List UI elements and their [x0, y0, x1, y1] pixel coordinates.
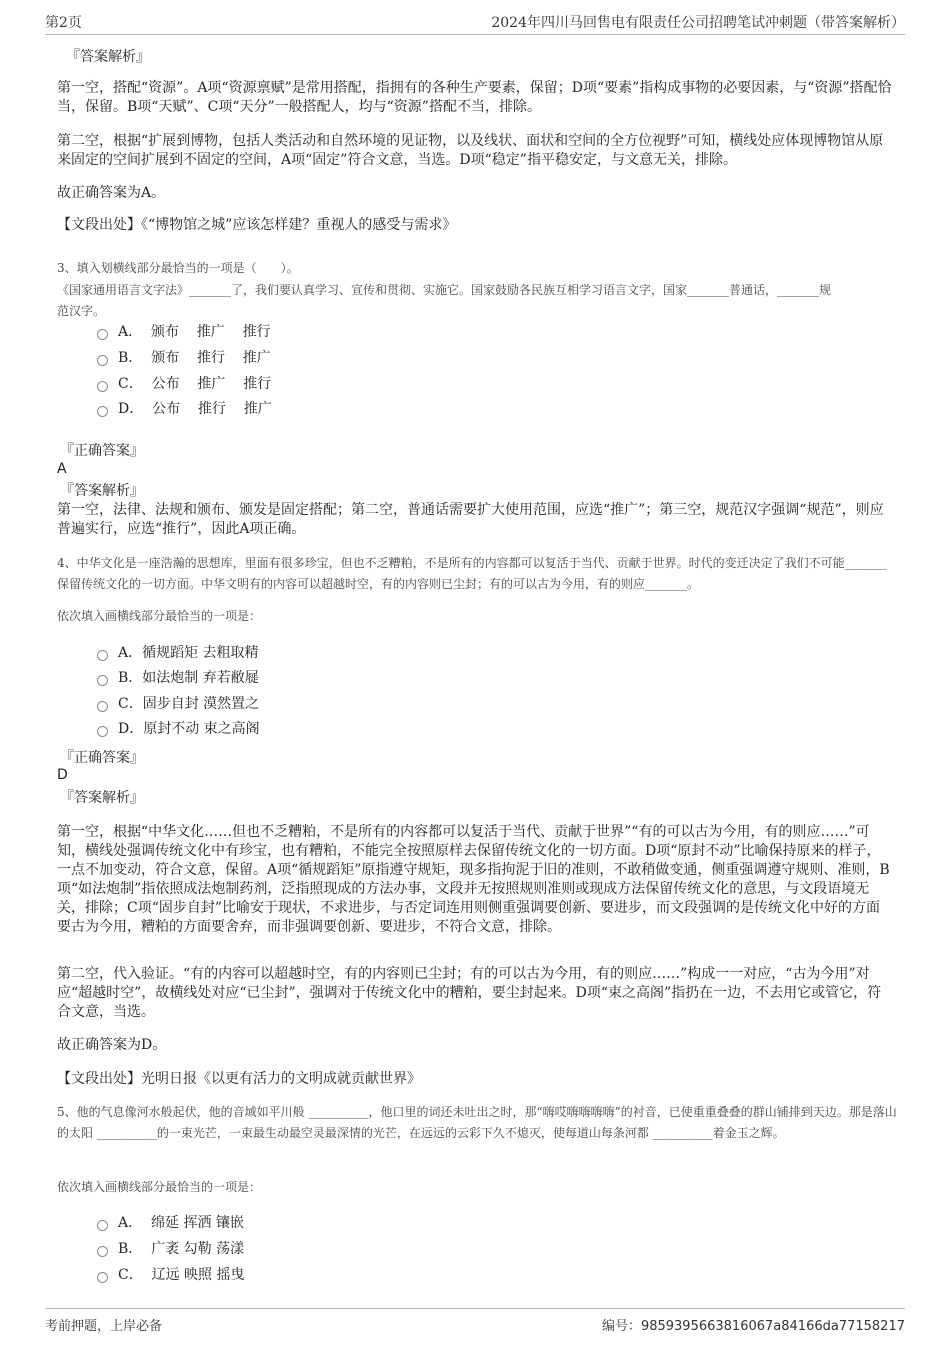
option-label: B． 广袤 勾勒 荡漾: [118, 1241, 245, 1257]
question-stem: 4、中华文化是一座浩瀚的思想库，里面有很多珍宝，但也不乏糟粕，不是所有的内容都可以复活于当代、贡献于世界。时代的变迁决定了我们不可能_______保留传统文化的一切方面。中华文明有的内容可以超越时空，有的内容则已尘封；有的可以古为今用，有的则应_______。: [57, 556, 887, 591]
question-stem: 3、填入划横线部分最恰当的一项是（ ）。: [57, 261, 299, 275]
analysis-conclusion: 故正确答案为D。: [57, 1037, 167, 1053]
correct-answer-label: 『正确答案』: [60, 750, 144, 766]
option-b[interactable]: [97, 668, 259, 688]
correct-answer: A: [57, 461, 67, 477]
radio-button-icon[interactable]: [97, 406, 108, 417]
analysis-label: 『答案解析』: [66, 49, 150, 65]
document-serial: [602, 1315, 905, 1334]
option-c[interactable]: [97, 374, 271, 394]
radio-button-icon[interactable]: [97, 650, 108, 661]
serial-label: 编号：: [601, 1319, 641, 1334]
analysis-label: 『答案解析』: [60, 483, 144, 499]
radio-button-icon[interactable]: [97, 701, 108, 712]
radio-button-icon[interactable]: [97, 329, 108, 340]
radio-button-icon[interactable]: [97, 1272, 108, 1283]
document-title: 2024年四川马回售电有限责任公司招聘笔试冲刺题（带答案解析）: [491, 15, 905, 31]
correct-answer: D: [57, 767, 68, 783]
radio-button-icon[interactable]: [97, 675, 108, 686]
option-d[interactable]: [97, 719, 260, 739]
question-text: 《国家通用语言文字法》_______了，我们要认真学习、宣传和贯彻、实施它。国家鼓励各民族互相学习语言文字，国家_______普通话，_______规范汉字。: [57, 283, 832, 318]
option-label: D． 公布 推行 推广: [118, 401, 272, 417]
question-prompt: 依次填入画横线部分最恰当的一项是：: [57, 1180, 262, 1194]
radio-button-icon[interactable]: [97, 726, 108, 737]
option-label: C． 辽远 映照 摇曳: [118, 1267, 245, 1283]
footer-slogan: 考前押题，上岸必备: [45, 1319, 163, 1334]
option-b[interactable]: [97, 1239, 244, 1259]
option-label: C． 公布 推广 推行: [118, 376, 272, 392]
option-label: B．如法炮制 弃若敝屣: [118, 670, 259, 686]
question-stem: 5、他的气息像河水般起伏，他的音域如平川般 __________，他口里的词还未吐出之时，那“嗨哎嗨嗨嗨嗨”的衬音，已使重重叠叠的群山铺排到天边。那是落山的太阳 __________的一束光芒，一束最生动最空灵最深情的光芒，在远远的云彩下久不熄灭，使每道山每条河都 __________着金玉之辉。: [57, 1105, 897, 1140]
option-a[interactable]: [97, 1213, 244, 1233]
correct-answer-label: 『正确答案』: [60, 443, 144, 459]
question-prompt: 依次填入画横线部分最恰当的一项是：: [57, 609, 262, 623]
option-label: D．原封不动 束之高阁: [118, 721, 260, 737]
analysis-paragraph: 第一空，搭配“资源”。A项“资源禀赋”是常用搭配，指拥有的各种生产要素，保留；D项“要素”指构成事物的必要因素，与“资源”搭配恰当，保留。B项“天赋”、C项“天分”一般搭配人，均与“资源”搭配不当，排除。: [57, 80, 892, 115]
page-number: 第2页: [45, 15, 82, 31]
analysis-conclusion: 故正确答案为A。: [57, 185, 166, 201]
option-label: B． 颁布 推行 推广: [118, 350, 271, 366]
option-a[interactable]: [97, 322, 271, 342]
radio-button-icon[interactable]: [97, 381, 108, 392]
radio-button-icon[interactable]: [97, 1246, 108, 1257]
page-footer: [45, 1308, 905, 1335]
source-citation: 【文段出处】光明日报《以更有活力的文明成就贡献世界》: [57, 1071, 421, 1087]
analysis-paragraph: 第二空，代入验证。“有的内容可以超越时空，有的内容则已尘封；有的可以古为今用，有的则应……”构成一一对应，“古为今用”对应“超越时空”，故横线处对应“已尘封”，强调对于传统文化中的糟粕，要尘封起来。D项“束之高阁”指扔在一边，不去用它或管它，符合文意，当选。: [57, 966, 882, 1020]
source-citation: 【文段出处】《“博物馆之城”应该怎样建？重视人的感受与需求》: [57, 217, 457, 233]
analysis-paragraph: 第二空，根据“扩展到博物，包括人类活动和自然环境的见证物，以及线状、面状和空间的全方位视野”可知，横线处应体现博物馆从原来固定的空间扩展到不固定的空间，A项“固定”符合文意，当选。D项“稳定”指平稳安定，与文意无关，排除。: [57, 133, 884, 168]
radio-button-icon[interactable]: [97, 355, 108, 366]
option-d[interactable]: [97, 399, 272, 419]
page-header: [45, 8, 905, 35]
option-b[interactable]: [97, 348, 271, 368]
option-label: A． 绵延 挥洒 镶嵌: [118, 1215, 244, 1231]
analysis-label: 『答案解析』: [60, 790, 144, 806]
option-c[interactable]: [97, 1265, 245, 1285]
option-a[interactable]: [97, 643, 259, 663]
serial-number: 9859395663816067a84166da77158217: [640, 1319, 905, 1334]
radio-button-icon[interactable]: [97, 1220, 108, 1231]
option-label: A． 颁布 推广 推行: [118, 324, 271, 340]
option-label: C．固步自封 漠然置之: [118, 696, 260, 712]
analysis-paragraph: 第一空，法律、法规和颁布、颁发是固定搭配；第二空，普通话需要扩大使用范围，应选“推广”；第三空，规范汉字强调“规范”，则应普遍实行，应选“推行”，因此A项正确。: [57, 502, 884, 537]
analysis-paragraph: 第一空，根据“中华文化……但也不乏糟粕，不是所有的内容都可以复活于当代、贡献于世界”“有的可以古为今用，有的则应……”可知，横线处强调传统文化中有珍宝，也有糟粕，不能完全按照原样去保留传统文化的一切方面。D项“原封不动”比喻保持原来的样子，一点不加变动，符合文意，保留。A项“循规蹈矩”原指遵守规矩，现多指拘泥于旧的准则，不敢稍做变通，侧重强调遵守规则、准则，B项“如法炮制”指依照成法炮制药剂，泛指照现成的方法办事，文段并无按照规则准则或现成方法保留传统文化的意思，与文段语境无关，排除；C项“固步自封”比喻安于现状，不求进步，与否定词连用则侧重强调要创新、要进步，而文段强调的是传统文化中好的方面要古为今用，糟粕的方面要舍弃，而非强调要创新、要进步，不符合文意，排除。: [57, 824, 890, 935]
option-label: A．循规蹈矩 去粗取精: [118, 645, 259, 661]
option-c[interactable]: [97, 694, 259, 714]
